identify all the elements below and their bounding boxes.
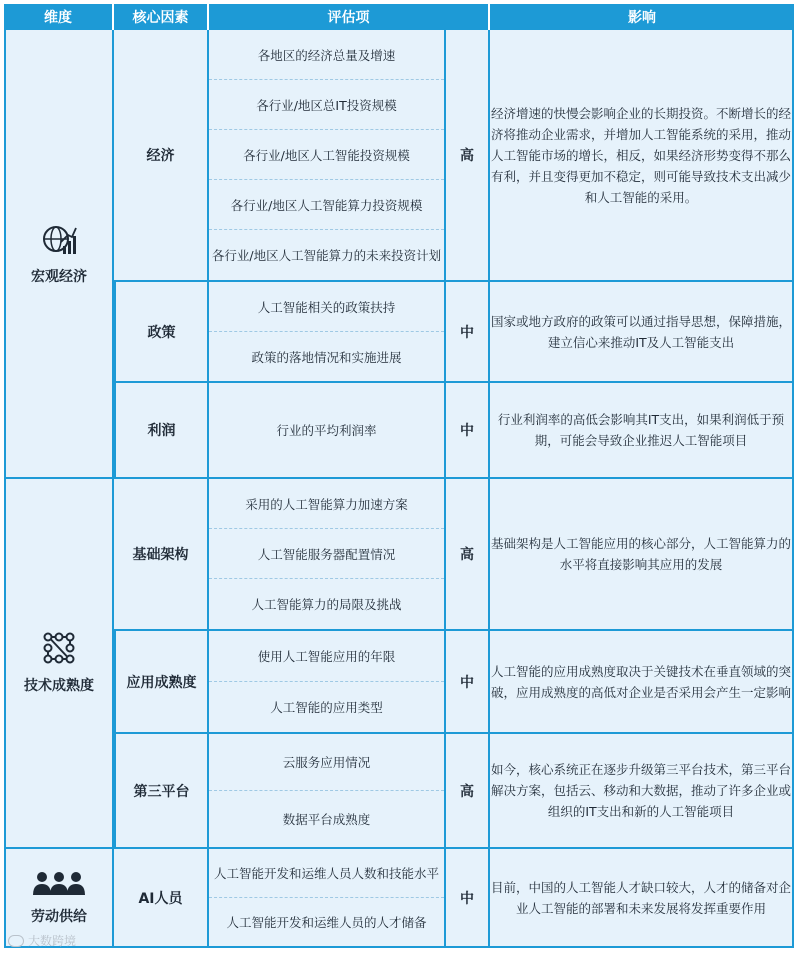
list-item: 云服务应用情况 — [209, 734, 444, 791]
impact-level: 高 — [446, 479, 490, 631]
factor-app-maturity: 应用成熟度 — [114, 631, 209, 734]
impact-description: 国家或地方政府的政策可以通过指导思想，保障措施，建立信心来推动IT及人工智能支出 — [490, 282, 794, 383]
table-row — [4, 383, 794, 479]
impact-description: 人工智能的应用成熟度取决于关键技术在垂直领域的突破，应用成熟度的高低对企业是否采用会产生一定影响 — [490, 631, 794, 734]
list-item: 人工智能服务器配置情况 — [209, 529, 444, 579]
ai-market-factors-table — [4, 4, 794, 948]
impact-level: 中 — [446, 631, 490, 734]
dimension-cell-tech-maturity — [4, 479, 114, 849]
table-row — [4, 734, 794, 849]
list-item: 人工智能的应用类型 — [270, 700, 383, 715]
list-item: 人工智能开发和运维人员的人才储备 — [226, 915, 427, 930]
header-evaluation-items: 评估项 — [209, 4, 490, 30]
list-item: 数据平台成熟度 — [282, 812, 371, 827]
list-item: 采用的人工智能算力加速方案 — [209, 479, 444, 529]
dimension-cell-macro-economy — [4, 30, 114, 479]
impact-level: 高 — [446, 30, 490, 282]
table-row — [4, 30, 794, 282]
header-core-factor: 核心因素 — [114, 4, 209, 30]
dimension-label: 劳动供给 — [31, 908, 87, 925]
list-item: 各行业/地区人工智能投资规模 — [209, 130, 444, 180]
list-item: 使用人工智能应用的年限 — [209, 631, 444, 682]
factor-third-platform: 第三平台 — [114, 734, 209, 849]
list-item: 行业的平均利润率 — [276, 423, 377, 438]
header-dimension: 维度 — [4, 4, 114, 30]
table-row — [4, 479, 794, 631]
items-cell — [209, 631, 446, 734]
list-item: 人工智能相关的政策扶持 — [209, 282, 444, 332]
list-item: 人工智能算力的局限及挑战 — [251, 597, 402, 612]
header-impact: 影响 — [490, 4, 794, 30]
items-cell — [209, 282, 446, 383]
globe-growth-icon — [41, 222, 77, 256]
items-cell — [209, 30, 446, 282]
impact-level: 高 — [446, 734, 490, 849]
items-cell — [209, 849, 446, 948]
dimension-label: 技术成熟度 — [24, 678, 94, 694]
items-cell — [209, 734, 446, 849]
list-item: 人工智能开发和运维人员人数和技能水平 — [209, 849, 444, 898]
list-item: 各行业/地区人工智能算力的未来投资计划 — [211, 248, 442, 263]
impact-description: 目前，中国的人工智能人才缺口较大，人才的储备对企业人工智能的部署和未来发展将发挥重要作用 — [490, 849, 794, 948]
list-item: 各行业/地区总IT投资规模 — [209, 80, 444, 130]
factor-ai-staff: AI人员 — [114, 849, 209, 948]
table-row — [4, 849, 794, 948]
factor-economy: 经济 — [114, 30, 209, 282]
items-cell — [209, 479, 446, 631]
watermark-text: 大数跨境 — [28, 934, 77, 948]
list-item: 各行业/地区人工智能算力投资规模 — [209, 180, 444, 230]
impact-level: 中 — [446, 383, 490, 479]
watermark-logo-icon — [8, 935, 24, 947]
network-nodes-icon — [42, 631, 76, 665]
factor-infrastructure: 基础架构 — [114, 479, 209, 631]
table-row — [4, 631, 794, 734]
impact-level: 中 — [446, 849, 490, 948]
list-item: 政策的落地情况和实施进展 — [251, 349, 402, 365]
table-header-row — [4, 4, 794, 30]
impact-description: 经济增速的快慢会影响企业的长期投资。不断增长的经济将推动企业需求，并增加人工智能系统的采用，推动人工智能市场的增长，相反，如果经济形势变得不那么有利，并且变得更加不稳定，则可能导致技术支出减少和人工智能的采用。 — [490, 30, 794, 282]
impact-description: 基础架构是人工智能应用的核心部分，人工智能算力的水平将直接影响其应用的发展 — [490, 479, 794, 631]
list-item: 各地区的经济总量及增速 — [209, 30, 444, 80]
impact-description: 行业利润率的高低会影响其IT支出，如果利润低于预期，可能会导致企业推迟人工智能项目 — [490, 383, 794, 479]
table-row — [4, 282, 794, 383]
items-cell — [209, 383, 446, 479]
impact-description: 如今，核心系统正在逐步升级第三平台技术，第三平台解决方案，包括云、移动和大数据，推动了许多企业或组织的IT支出和新的人工智能项目 — [490, 734, 794, 849]
impact-level: 中 — [446, 282, 490, 383]
factor-profit: 利润 — [114, 383, 209, 479]
people-group-icon — [32, 870, 86, 896]
dimension-label: 宏观经济 — [31, 268, 87, 285]
factor-policy: 政策 — [114, 282, 209, 383]
watermark — [8, 932, 76, 949]
